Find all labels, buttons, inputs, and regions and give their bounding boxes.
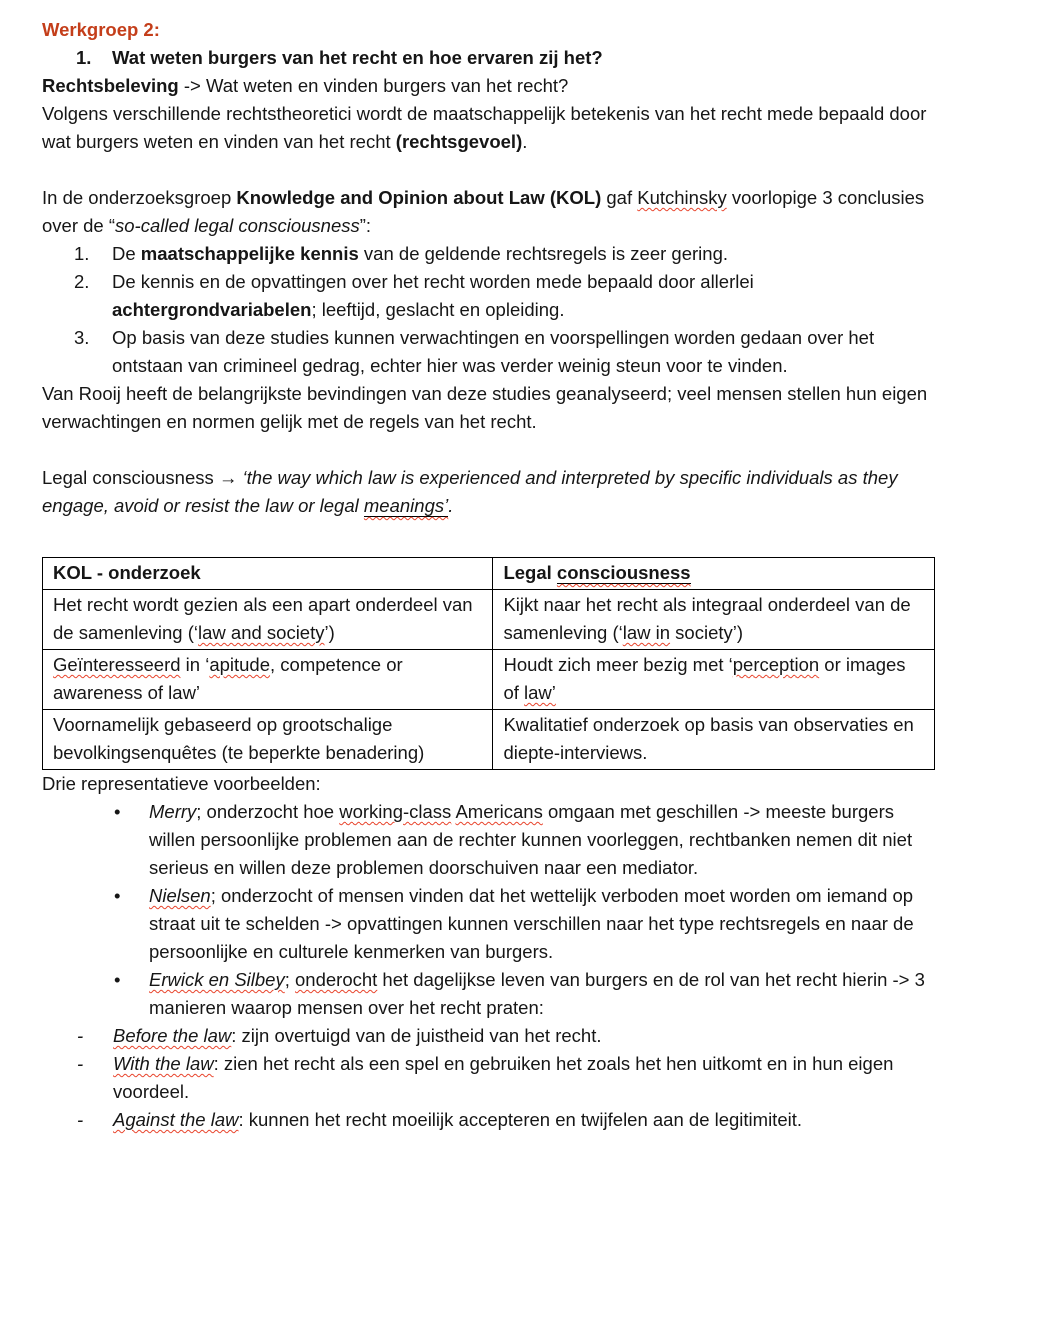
law-attitudes-dash-list bbox=[42, 1022, 935, 1134]
table-header-kol-onderzoek: KOL - onderzoek bbox=[43, 558, 493, 590]
heading-number: 1. bbox=[76, 47, 92, 68]
bullet-item-text: Merry; onderzocht hoe working-class Americans omgaan met geschillen -> meeste burgers willen persoonlijke problemen aan de rechter kunnen voorleggen, rechtbanken nemen dit niet serieus en willen deze problemen doorschuiven naar een mediator. bbox=[149, 801, 913, 878]
dash-item-text: Before the law: zijn overtuigd van de juistheid van het recht. bbox=[113, 1025, 602, 1046]
table-row bbox=[43, 590, 935, 650]
list-item-text: De maatschappelijke kennis van de geldende rechtsregels is zeer gering. bbox=[112, 243, 728, 264]
table-cell: Houdt zich meer bezig met ‘perception or images of law’ bbox=[493, 650, 935, 710]
list-item-conclusion-3 bbox=[42, 324, 935, 380]
table-header-legal-consciousness: Legal consciousness bbox=[493, 558, 935, 590]
dash-item-with-the-law bbox=[42, 1050, 935, 1106]
list-item-conclusion-2 bbox=[42, 268, 935, 324]
paragraph-legal-consciousness: Legal consciousness → ‘the way which law is experienced and interpreted by specific individuals as they engage, avoid or resist the law or legal meanings’. bbox=[42, 467, 898, 516]
bullet-item-nielsen bbox=[42, 882, 935, 966]
list-number: 3. bbox=[74, 327, 90, 348]
list-item-text: De kennis en de opvattingen over het recht worden mede bepaald door allerlei achtergrondvariabelen; leeftijd, geslacht en opleiding. bbox=[112, 271, 754, 320]
bullet-item-erwick-silbey bbox=[42, 966, 935, 1022]
doc-title: Werkgroep 2: bbox=[42, 19, 160, 40]
table-cell: Kwalitatief onderzoek op basis van observaties en diepte-interviews. bbox=[493, 710, 935, 770]
bullet-item-text: Erwick en Silbey; onderocht het dagelijkse leven van burgers en de rol van het recht hierin -> 3 manieren waarop mensen over het recht praten: bbox=[149, 969, 925, 1018]
dash-item-against-the-law bbox=[42, 1106, 935, 1134]
paragraph-drie-voorbeelden: Drie representatieve voorbeelden: bbox=[42, 773, 321, 794]
bullet-icon: • bbox=[114, 969, 121, 990]
kol-conclusions-list bbox=[42, 240, 935, 380]
blank-line bbox=[42, 436, 935, 464]
blank-line bbox=[42, 520, 935, 548]
blank-line bbox=[42, 156, 935, 184]
dash-icon: - bbox=[77, 1025, 84, 1046]
bullet-icon: • bbox=[114, 801, 121, 822]
kol-comparison-table bbox=[42, 557, 935, 770]
bullet-item-merry bbox=[42, 798, 935, 882]
dash-icon: - bbox=[77, 1109, 84, 1130]
table-row bbox=[43, 650, 935, 710]
paragraph-volgens: Volgens verschillende rechtstheoretici wordt de maatschappelijk betekenis van het recht mede bepaald door wat burgers weten en vinden van het recht (rechtsgevoel). bbox=[42, 103, 927, 152]
bullet-icon: • bbox=[114, 885, 121, 906]
paragraph-rechtsbeleving: Rechtsbeleving -> Wat weten en vinden burgers van het recht? bbox=[42, 75, 569, 96]
table-row bbox=[43, 710, 935, 770]
table-cell: Kijkt naar het recht als integraal onderdeel van de samenleving (‘law in society’) bbox=[493, 590, 935, 650]
heading-text: Wat weten burgers van het recht en hoe ervaren zij het? bbox=[112, 47, 603, 68]
dash-item-text: With the law: zien het recht als een spel en gebruiken het zoals het hen uitkomt en in hun eigen voordeel. bbox=[113, 1053, 894, 1102]
list-item-text: Op basis van deze studies kunnen verwachtingen en voorspellingen worden gedaan over het ontstaan van crimineel gedrag, echter hier was verder weinig steun voor te vinden. bbox=[112, 327, 875, 376]
list-number: 2. bbox=[74, 271, 90, 292]
bullet-item-text: Nielsen; onderzocht of mensen vinden dat het wettelijk verboden moet worden om iemand op straat uit te schelden -> opvattingen kunnen verschillen naar het type rechtsregels en naar de persoonlijke en culturele kenmerken van burgers. bbox=[149, 885, 914, 962]
dash-icon: - bbox=[77, 1053, 84, 1074]
table-cell: Het recht wordt gezien als een apart onderdeel van de samenleving (‘law and society’) bbox=[43, 590, 493, 650]
paragraph-kol-intro: In de onderzoeksgroep Knowledge and Opinion about Law (KOL) gaf Kutchinsky voorlopige 3 conclusies over de “so-called legal consciousness”: bbox=[42, 187, 925, 236]
dash-item-before-the-law bbox=[42, 1022, 935, 1050]
list-item-conclusion-1 bbox=[42, 240, 935, 268]
examples-bullet-list bbox=[42, 798, 935, 1022]
table-cell: Geïnteresseerd in ‘apitude, competence or awareness of law’ bbox=[43, 650, 493, 710]
dash-item-text: Against the law: kunnen het recht moeilijk accepteren en twijfelen aan de legitimiteit. bbox=[113, 1109, 803, 1130]
table-cell: Voornamelijk gebaseerd op grootschalige bevolkingsenquêtes (te beperkte benadering) bbox=[43, 710, 493, 770]
list-number: 1. bbox=[74, 243, 90, 264]
heading-question-1 bbox=[42, 44, 935, 72]
table-header-row bbox=[43, 558, 935, 590]
paragraph-van-rooij: Van Rooij heeft de belangrijkste bevindingen van deze studies geanalyseerd; veel mensen stellen hun eigen verwachtingen en normen gelijk met de regels van het recht. bbox=[42, 383, 928, 432]
